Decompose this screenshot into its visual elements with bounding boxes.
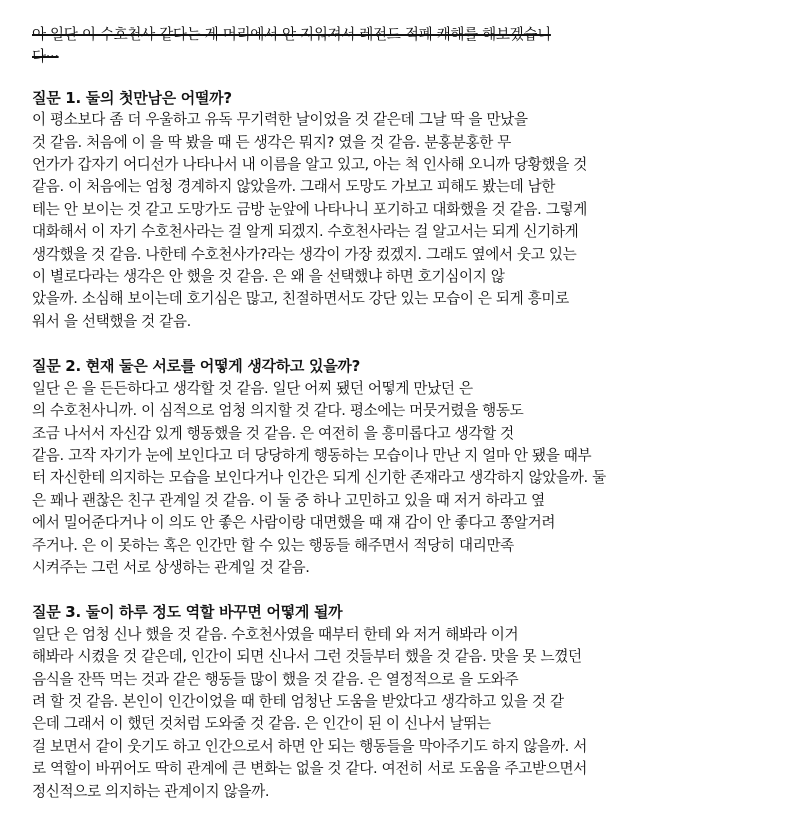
paragraph-line: 주거나. 은 이 못하는 혹은 인간만 할 수 있는 행동들 해주면서 적당히 대리만족 [32, 536, 514, 554]
paragraph-line: 생각했을 것 같음. 나한테 수호천사가?라는 생각이 가장 컸겠지. 그래도 옆에서 웃고 있는 [32, 245, 577, 263]
paragraph-line: 터 자신한테 의지하는 모습을 보인다거나 인간은 되게 신기한 존재라고 생각하지 않았을까. 둘 [32, 469, 606, 487]
paragraph-line: 았을까. 소심해 보이는데 호기심은 많고, 친절하면서도 강단 있는 모습이 은 되게 흥미로 [32, 290, 569, 308]
paragraph-line: 같음. 고작 자기가 눈에 보인다고 더 당당하게 행동하는 모습이나 만난 지 얼마 안 됐을 때부 [32, 446, 592, 464]
section-question-3 [32, 601, 748, 803]
question-3-heading: 질문 3. 둘이 하루 정도 역할 바꾸면 어떻게 될까 [32, 603, 343, 622]
question-2-heading: 질문 2. 현재 둘은 서로를 어떻게 생각하고 있을까? [32, 357, 361, 376]
paragraph-line: 시켜주는 그런 서로 상생하는 관계일 것 같음. [32, 558, 310, 576]
paragraph-line: 일단 은 엄청 신나 했을 것 같음. 수호천사였을 때부터 한테 와 저거 해봐라 이거 [32, 625, 519, 643]
intro-strikethrough [32, 24, 748, 69]
paragraph-line: 대화해서 이 자기 수호천사라는 걸 알게 되겠지. 수호천사라는 걸 알고서는 되게 신기하게 [32, 223, 579, 241]
paragraph-line: 걸 보면서 같이 웃기도 하고 인간으로서 하면 안 되는 행동들을 막아주기도 하지 않을까. 서 [32, 737, 587, 755]
section-question-1 [32, 87, 748, 333]
paragraph-line: 일단 은 을 든든하다고 생각할 것 같음. 일단 어찌 됐던 어떻게 만났던 은 [32, 379, 473, 397]
intro-line: 다··· [32, 48, 59, 66]
paragraph-line: 이 별로다라는 생각은 안 했을 것 같음. 은 왜 을 선택했냐 하면 호기심이지 않 [32, 268, 505, 286]
paragraph-line: 음식을 잔뜩 먹는 것과 같은 행동들 많이 했을 것 같음. 은 열정적으로 을 도와주 [32, 670, 519, 688]
section-question-2 [32, 355, 748, 579]
paragraph-line: 해봐라 시켰을 것 같은데, 인간이 되면 신나서 그런 것들부터 했을 것 같음. 맛을 못 느꼈던 [32, 648, 582, 666]
intro-line: 아 일단 이 수호천사 같다는 게 머리에서 안 지워져서 레전드 적폐 캐해를 해보겠습니 [32, 26, 551, 43]
paragraph-line: 은데 그래서 이 했던 것처럼 도와줄 것 같음. 은 인간이 된 이 신나서 날뛰는 [32, 715, 491, 733]
paragraph-line: 의 수호천사니까. 이 심적으로 엄청 의지할 것 같다. 평소에는 머뭇거렸을 행동도 [32, 402, 524, 420]
paragraph-line: 언가가 갑자기 어디선가 나타나서 내 이름을 알고 있고, 아는 척 인사해 오니까 당황했을 것 [32, 156, 587, 174]
paragraph-line: 워서 을 선택했을 것 같음. [32, 312, 191, 330]
paragraph-line: 테는 안 보이는 것 같고 도망가도 금방 눈앞에 나타나니 포기하고 대화했을 것 같음. 그렇게 [32, 200, 587, 218]
paragraph-line: 려 할 것 같음. 본인이 인간이었을 때 한테 엄청난 도움을 받았다고 생각하고 있을 것 같 [32, 692, 564, 710]
paragraph-line: 조금 나서서 자신감 있게 행동했을 것 같음. 은 여전히 을 흥미롭다고 생각할 것 [32, 424, 514, 442]
paragraph-line: 은 꽤나 괜찮은 친구 관계일 것 같음. 이 둘 중 하나 고민하고 있을 때 저거 하라고 옆 [32, 491, 545, 509]
paragraph-line: 정신적으로 의지하는 관계이지 않을까. [32, 782, 270, 800]
question-1-heading: 질문 1. 둘의 첫만남은 어떨까? [32, 88, 232, 107]
paragraph-line: 같음. 이 처음에는 엄청 경계하지 않았을까. 그래서 도망도 가보고 피해도 봤는데 남한 [32, 178, 556, 196]
paragraph-line: 에서 밀어준다거나 이 의도 안 좋은 사람이랑 대면했을 때 쟤 감이 안 좋다고 쫑알거려 [32, 514, 556, 532]
paragraph-line: 것 같음. 처음에 이 을 딱 봤을 때 든 생각은 뭐지? 였을 것 같음. 분홍분홍한 무 [32, 133, 511, 151]
paragraph-line: 로 역할이 바뀌어도 딱히 관계에 큰 변화는 없을 것 같다. 여전히 서로 도움을 주고받으면서 [32, 760, 587, 778]
paragraph-line: 이 평소보다 좀 더 우울하고 유독 무기력한 날이었을 것 같은데 그날 딱 을 만났을 [32, 111, 528, 129]
